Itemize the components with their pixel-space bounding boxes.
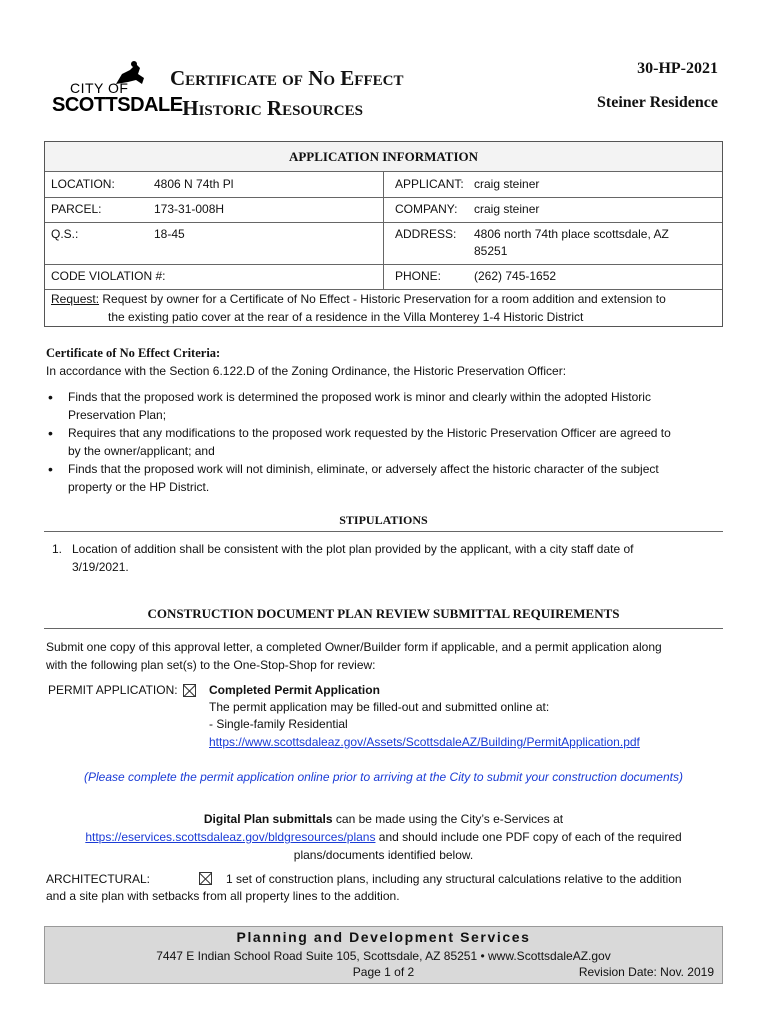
stipulation-text: Location of addition shall be consistent with the plot plan provided by the applicant, with a city staff date of 3/19/2021. [72, 542, 634, 574]
code-violation-label: CODE VIOLATION #: [51, 269, 166, 283]
construction-heading: CONSTRUCTION DOCUMENT PLAN REVIEW SUBMITTAL REQUIREMENTS [44, 606, 723, 629]
qs-label: Q.S.: [51, 227, 79, 241]
digital-plan-line1: Digital Plan submittals can be made using the City’s e-Services at [203, 812, 564, 826]
application-info-table [44, 141, 723, 327]
permit-application-line: The permit application may be filled-out and submitted online at: [209, 700, 550, 714]
criteria-intro: In accordance with the Section 6.122.D of the Zoning Ordinance, the Historic Preservation Officer: [46, 364, 567, 378]
list-item: • Requires that any modifications to the proposed work requested by the Historic Preservation Officer are agreed to by the owner/applicant; and [46, 424, 726, 460]
address-label: ADDRESS: [395, 227, 457, 241]
application-info-heading: APPLICATION INFORMATION [45, 142, 722, 172]
digital-plan-line3: plans/documents identified below. [293, 848, 474, 862]
footer-page-number: Page 1 of 2 [352, 965, 415, 979]
footer-revision-date: Revision Date: Nov. 2019 [578, 965, 714, 979]
logo-city-text: CITY OF [70, 80, 129, 96]
architectural-checkbox[interactable] [199, 872, 212, 885]
location-label: LOCATION: [51, 177, 115, 191]
company-label: COMPANY: [395, 202, 458, 216]
parcel-value: 173-31-008H [154, 202, 225, 216]
applicant-value: craig steiner [474, 177, 540, 191]
digital-plan-line2: https://eservices.scottsdaleaz.gov/bldgresources/plans and should include one PDF copy of each of the required [85, 830, 682, 844]
address-value: 4806 north 74th place scottsdale, AZ [474, 227, 669, 241]
construction-intro: Submit one copy of this approval letter, a completed Owner/Builder form if applicable, and a permit application along with the following plan set(s) to the One-Stop-Shop for review: [46, 640, 662, 672]
request-text [51, 290, 715, 326]
phone-value: (262) 745-1652 [474, 269, 557, 283]
project-name: Steiner Residence [596, 94, 718, 111]
logo-scottsdale-text: SCOTTSDALE [52, 94, 183, 116]
parcel-label: PARCEL: [51, 202, 102, 216]
architectural-label: ARCHITECTURAL: [46, 872, 151, 886]
criteria-title: Certificate of No Effect Criteria: [46, 346, 221, 360]
permit-note: (Please complete the permit application online prior to arriving at the City to submit your construction documents) [84, 770, 683, 784]
page-footer [44, 926, 723, 984]
eservices-link[interactable]: https://eservices.scottsdaleaz.gov/bldgresources/plans [85, 830, 376, 844]
stipulation-number: 1. [52, 542, 63, 556]
list-item: • Finds that the proposed work is determined the proposed work is minor and clearly within the adopted Historic Preservation Plan; [46, 388, 726, 424]
criteria-list [46, 388, 726, 496]
company-value: craig steiner [474, 202, 540, 216]
request-label: Request: [51, 292, 100, 306]
footer-department: Planning and Development Services [236, 929, 531, 945]
address-value-line2: 85251 [474, 244, 508, 258]
case-number: 30-HP-2021 [637, 60, 718, 77]
architectural-line1: 1 set of construction plans, including any structural calculations relative to the addition [226, 872, 682, 886]
phone-label: PHONE: [395, 269, 442, 283]
list-item: • Finds that the proposed work will not diminish, eliminate, or adversely affect the historic character of the subject property or the HP District. [46, 460, 726, 496]
document-title-line1: Certificate of No Effect [170, 66, 404, 90]
permit-application-title: Completed Permit Application [209, 683, 380, 697]
stipulations-heading: STIPULATIONS [44, 513, 723, 532]
request-line1: Request by owner for a Certificate of No Effect - Historic Preservation for a room addition and extension to [102, 292, 666, 306]
applicant-label: APPLICANT: [395, 177, 464, 191]
footer-address: 7447 E Indian School Road Suite 105, Scottsdale, AZ 85251 • www.ScottsdaleAZ.gov [156, 949, 611, 963]
architectural-line2: and a site plan with setbacks from all property lines to the addition. [46, 889, 400, 903]
document-title-line2: - Historic Resources [170, 96, 363, 120]
permit-application-checkbox[interactable] [183, 684, 196, 697]
city-logo [52, 64, 183, 120]
permit-application-bullet: - Single-family Residential [209, 717, 348, 731]
permit-application-link[interactable]: https://www.scottsdaleaz.gov/Assets/ScottsdaleAZ/Building/PermitApplication.pdf [209, 735, 640, 749]
qs-value: 18-45 [154, 227, 185, 241]
location-value: 4806 N 74th Pl [154, 177, 234, 191]
permit-application-label: PERMIT APPLICATION: [48, 683, 178, 697]
request-line2: the existing patio cover at the rear of a residence in the Villa Monterey 1-4 Historic District [108, 310, 584, 324]
